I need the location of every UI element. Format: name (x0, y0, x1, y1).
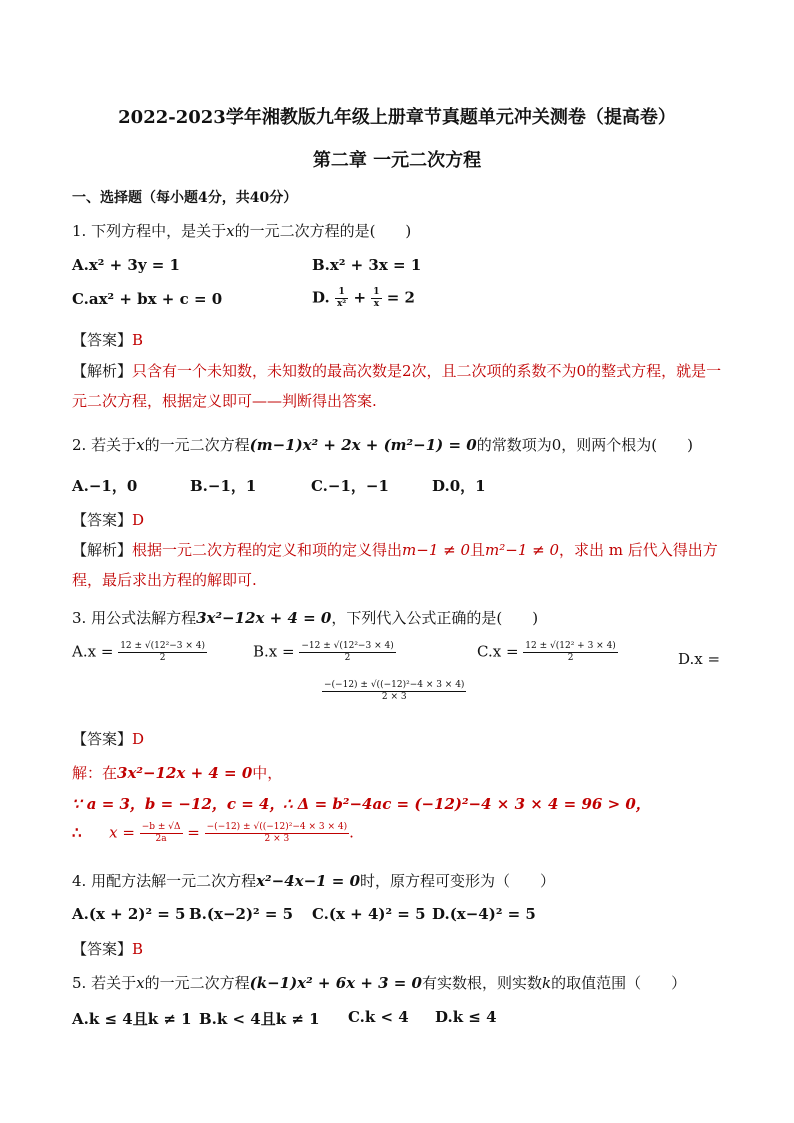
question-2: 2. 若关于x的一元二次方程(m−1)x² + 2x + (m²−1) = 0的常数项为0，则两个根为( ) (72, 436, 693, 454)
question-1 (72, 220, 411, 241)
answer (72, 329, 143, 350)
option-d: D.(x−4)² = 5 (432, 905, 536, 923)
fraction: $\frac{\text{−(−12) ± √((−12)²−4 × 3 × 4)}}{2 \times 3}$ (206, 822, 348, 844)
equation: (k−1)x² + 6x + 3 = 0 (249, 974, 422, 992)
fraction: $\frac{1}{x}$ (373, 287, 380, 309)
question-5: 5. 若关于x的一元二次方程(k−1)x² + 6x + 3 = 0有实数根，则实数k的取值范围（ ） (72, 974, 687, 992)
analysis: 【解析】根据一元二次方程的定义和项的定义得出m−1 ≠ 0且m²−1 ≠ 0，求出 m 后代入得出方程，最后求出方程的解即可. (72, 541, 718, 589)
solution-line-2: ∵ a = 3，b = −12，c = 4， (72, 795, 285, 813)
option-c: C.(x + 4)² = 5 (312, 905, 426, 923)
option-a: A.x² + 3y = 1 (72, 256, 180, 274)
question-4: 4. 用配方法解一元二次方程x²−4x−1 = 0时，原方程可变形为（ ） (72, 872, 556, 890)
fraction: $\frac{-b \pm √\Delta}{2a}$ (141, 822, 181, 844)
variable: x (226, 222, 235, 240)
fraction: $\frac{\text{−(−12) ± √((−12)²−4 × 3 × 4)}}{2 \times 3}$ (324, 680, 465, 702)
option-d: D. $\frac{1}{\text{x²}}$ + $\frac{1}{x}$ = 2 (312, 287, 415, 309)
option-b: B.−1，1 (190, 477, 257, 495)
question-3: 3. 用公式法解方程3x²−12x + 4 = 0，下列代入公式正确的是( ) (72, 609, 539, 627)
option-b: B.k < 4且k ≠ 1 (199, 1010, 320, 1028)
option-d-label: D.x = (678, 650, 721, 668)
option-d: D.0，1 (432, 477, 486, 495)
equation: (m−1)x² + 2x + (m²−1) = 0 (249, 436, 477, 454)
section-heading: 一、选择题（每小题4分，共40分） (72, 190, 298, 206)
option-b: B.(x−2)² = 5 (189, 905, 294, 923)
option-a: A.k ≤ 4且k ≠ 1 (72, 1010, 192, 1028)
question-number: 1. (72, 222, 87, 240)
option-a: A.(x + 2)² = 5 (72, 905, 186, 923)
option-b: B.x = $\frac{\text{−12 ± √(12²−3 × 4)}}{2}$ (253, 641, 394, 663)
option-c: C.x = $\frac{\text{12 ± √(12² + 3 × 4)}}{2}$ (477, 641, 616, 663)
question-stem: 下列方程中，是关于 (91, 222, 227, 240)
answer: 【答案】D (72, 730, 145, 748)
analysis (72, 356, 727, 416)
fraction: $\frac{\text{12 ± √(12²−3 × 4)}}{2}$ (120, 641, 205, 663)
option-d: D.k ≤ 4 (435, 1008, 497, 1026)
fraction: $\frac{\text{−12 ± √(12²−3 × 4)}}{2}$ (301, 641, 394, 663)
option-b: B.x² + 3x = 1 (312, 256, 422, 274)
question-stem: 的一元二次方程的是( ) (234, 222, 412, 240)
analysis-tag: 【解析】 (72, 362, 133, 380)
option-c: C.−1，−1 (311, 477, 389, 495)
option-c: C.k < 4 (348, 1008, 409, 1026)
answer-value: B (132, 331, 144, 349)
option-a: A.x = $\frac{\text{12 ± √(12²−3 × 4)}}{2}$ (72, 641, 205, 663)
solution-line-2b: ∴ Δ = b²−4ac = (−12)²−4 × 3 × 4 = 96 > 0， (283, 795, 651, 813)
answer: 【答案】D (72, 511, 145, 529)
option-c: C.ax² + bx + c = 0 (72, 290, 223, 308)
option-a: A.−1，0 (72, 477, 138, 495)
analysis-text: 只含有一个未知数，未知数的最高次数是2次，且二次项的系数不为0的整式方程，就是一元二次方程，根据定义即可——判断得出答案. (72, 362, 722, 410)
equation: x²−4x−1 = 0 (256, 872, 361, 890)
solution-line-1: 解：在3x²−12x + 4 = 0中， (72, 764, 283, 782)
fraction: $\frac{\text{12 ± √(12² + 3 × 4)}}{2}$ (525, 641, 616, 663)
chapter-title: 第二章 一元二次方程 (312, 150, 482, 171)
option-d (322, 680, 466, 703)
fraction: $\frac{1}{\text{x²}}$ (336, 287, 347, 309)
page-title: 2022-2023学年湘教版九年级上册章节真题单元冲关测卷（提高卷） (118, 107, 676, 128)
answer-tag: 【答案】 (72, 331, 133, 349)
answer: 【答案】B (72, 940, 144, 958)
equation: 3x²−12x + 4 = 0 (196, 609, 332, 627)
solution-line-3: ∴ x = $\frac{-b \pm √\Delta}{2a}$ = $\frac{\text{−(−12) ± √((−12)²−4 × 3 × 4)}}{2 \times 3}$ . (72, 822, 354, 844)
